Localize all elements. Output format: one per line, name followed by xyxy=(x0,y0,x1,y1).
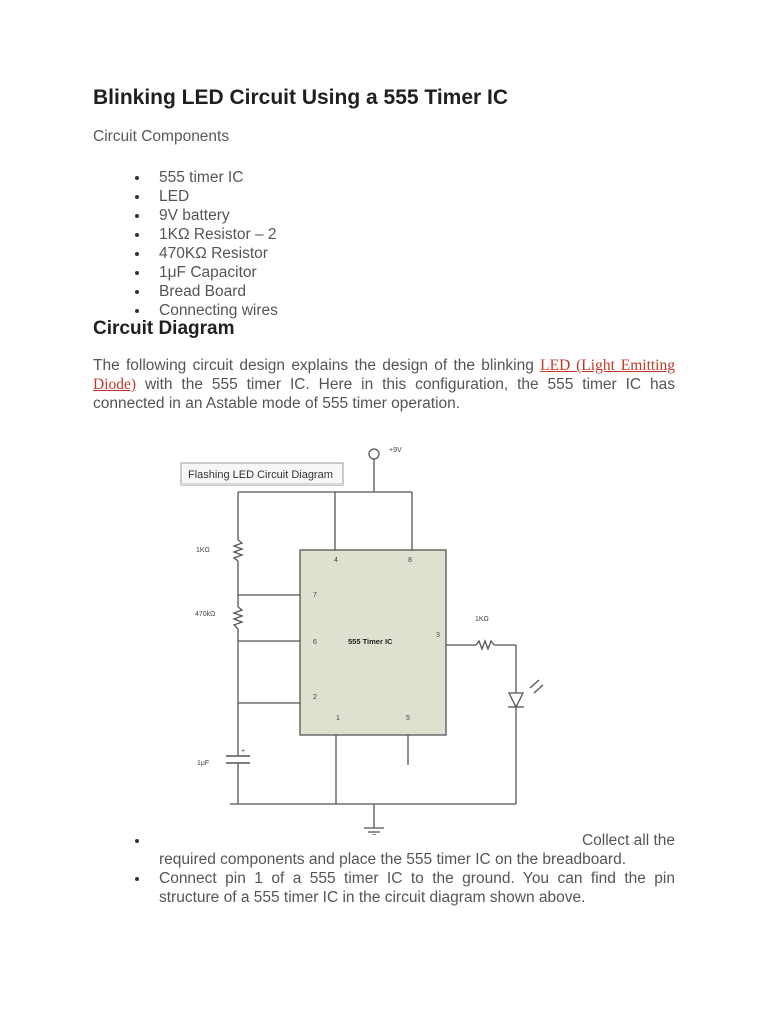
pin-label: 7 xyxy=(313,592,317,599)
section-heading-circuit-diagram: Circuit Diagram xyxy=(93,318,235,339)
resistor-1k-output-symbol xyxy=(476,641,494,649)
steps-list xyxy=(93,831,675,907)
pin-label: 2 xyxy=(313,694,317,701)
supply-terminal xyxy=(369,449,379,459)
resistor-1k-label: 1KΩ xyxy=(196,547,210,554)
led-symbol xyxy=(509,693,523,707)
step-text: required components and place the 555 timer IC on the breadboard. xyxy=(159,851,627,868)
intro-paragraph xyxy=(93,356,675,413)
resistor-1k-symbol xyxy=(234,540,242,561)
intro-text-start: The following circuit design explains the design of the blinking xyxy=(93,357,541,374)
step-text: Collect all the xyxy=(581,832,675,849)
components-list xyxy=(93,168,278,320)
list-item: 1μF Capacitor xyxy=(93,263,278,282)
list-item: 470KΩ Resistor xyxy=(93,244,278,263)
pin-label: 4 xyxy=(334,557,338,564)
pin-label: 5 xyxy=(406,715,410,722)
list-item: Connecting wires xyxy=(93,301,278,320)
led-link[interactable]: LED (Light Emitting Diode) xyxy=(93,357,675,393)
diagram-caption: Flashing LED Circuit Diagram xyxy=(188,469,333,481)
circuit-diagram xyxy=(150,435,570,835)
list-item: 1KΩ Resistor – 2 xyxy=(93,225,278,244)
list-item: Connect pin 1 of a 555 timer IC to the ground. You can find the pin structure of a 555 timer IC in the circuit diagram shown above. xyxy=(93,869,675,907)
resistor-470k-label: 470kΩ xyxy=(195,611,216,618)
list-item: 9V battery xyxy=(93,206,278,225)
ic-label: 555 Timer IC xyxy=(348,637,393,646)
supply-label: +9V xyxy=(389,447,402,454)
components-heading: Circuit Components xyxy=(93,128,230,145)
pin-label: 8 xyxy=(408,557,412,564)
pin-label: 1 xyxy=(336,715,340,722)
resistor-output-label: 1KΩ xyxy=(475,616,489,623)
page-title: Blinking LED Circuit Using a 555 Timer IC xyxy=(93,86,509,109)
list-item: 555 timer IC xyxy=(93,168,278,187)
pin-label: 3 xyxy=(436,632,440,639)
resistor-470k-symbol xyxy=(234,607,242,629)
list-item: LED xyxy=(93,187,278,206)
capacitor-plus-label: + xyxy=(241,748,246,755)
intro-text-end: with the 555 timer IC. Here in this configuration, the 555 timer IC has connected in an Astable mode of 555 timer operation. xyxy=(93,376,675,412)
capacitor-label: 1μF xyxy=(197,760,210,767)
list-item: Bread Board xyxy=(93,282,278,301)
list-item xyxy=(93,831,675,869)
pin-label: 6 xyxy=(313,639,317,646)
